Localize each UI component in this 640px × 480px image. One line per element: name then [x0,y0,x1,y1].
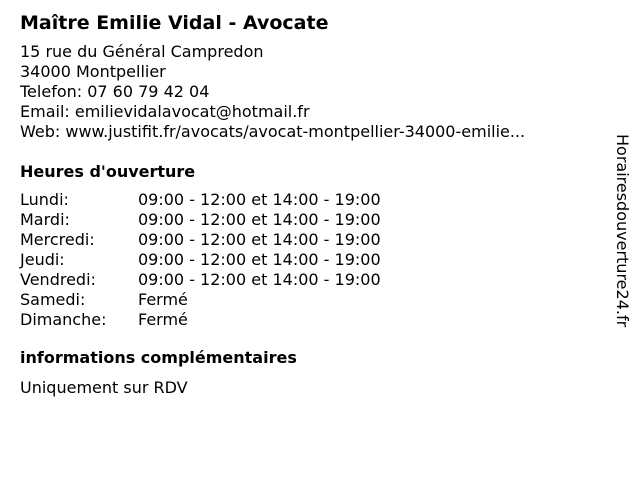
site-watermark: Horairesdouverture24.fr [613,134,632,328]
day-hours: Fermé [138,310,188,329]
business-title: Maître Emilie Vidal - Avocate [20,12,329,34]
day-hours: 09:00 - 12:00 et 14:00 - 19:00 [138,190,381,209]
day-label: Mercredi: [20,230,95,249]
hours-row-wednesday [20,230,605,250]
hours-row-friday [20,270,605,290]
hours-row-monday [20,190,605,210]
day-label: Lundi: [20,190,69,209]
day-hours: 09:00 - 12:00 et 14:00 - 19:00 [138,250,381,269]
opening-hours-heading: Heures d'ouverture [20,162,196,181]
day-label: Vendredi: [20,270,96,289]
additional-info-text: Uniquement sur RDV [20,378,188,397]
opening-hours-table [20,190,605,330]
phone-line: Telefon: 07 60 79 42 04 [20,82,210,101]
hours-row-sunday [20,310,605,330]
day-label: Mardi: [20,210,70,229]
address-city: 34000 Montpellier [20,62,166,81]
day-hours: Fermé [138,290,188,309]
day-hours: 09:00 - 12:00 et 14:00 - 19:00 [138,270,381,289]
day-hours: 09:00 - 12:00 et 14:00 - 19:00 [138,230,381,249]
day-label: Dimanche: [20,310,107,329]
email-line: Email: emilievidalavocat@hotmail.fr [20,102,310,121]
hours-row-saturday [20,290,605,310]
day-label: Samedi: [20,290,86,309]
address-street: 15 rue du Général Campredon [20,42,264,61]
additional-info-heading: informations complémentaires [20,348,297,367]
day-label: Jeudi: [20,250,65,269]
hours-row-thursday [20,250,605,270]
business-card [20,10,605,398]
web-line: Web: www.justifit.fr/avocats/avocat-montpellier-34000-emilie... [20,122,526,141]
day-hours: 09:00 - 12:00 et 14:00 - 19:00 [138,210,381,229]
hours-row-tuesday [20,210,605,230]
